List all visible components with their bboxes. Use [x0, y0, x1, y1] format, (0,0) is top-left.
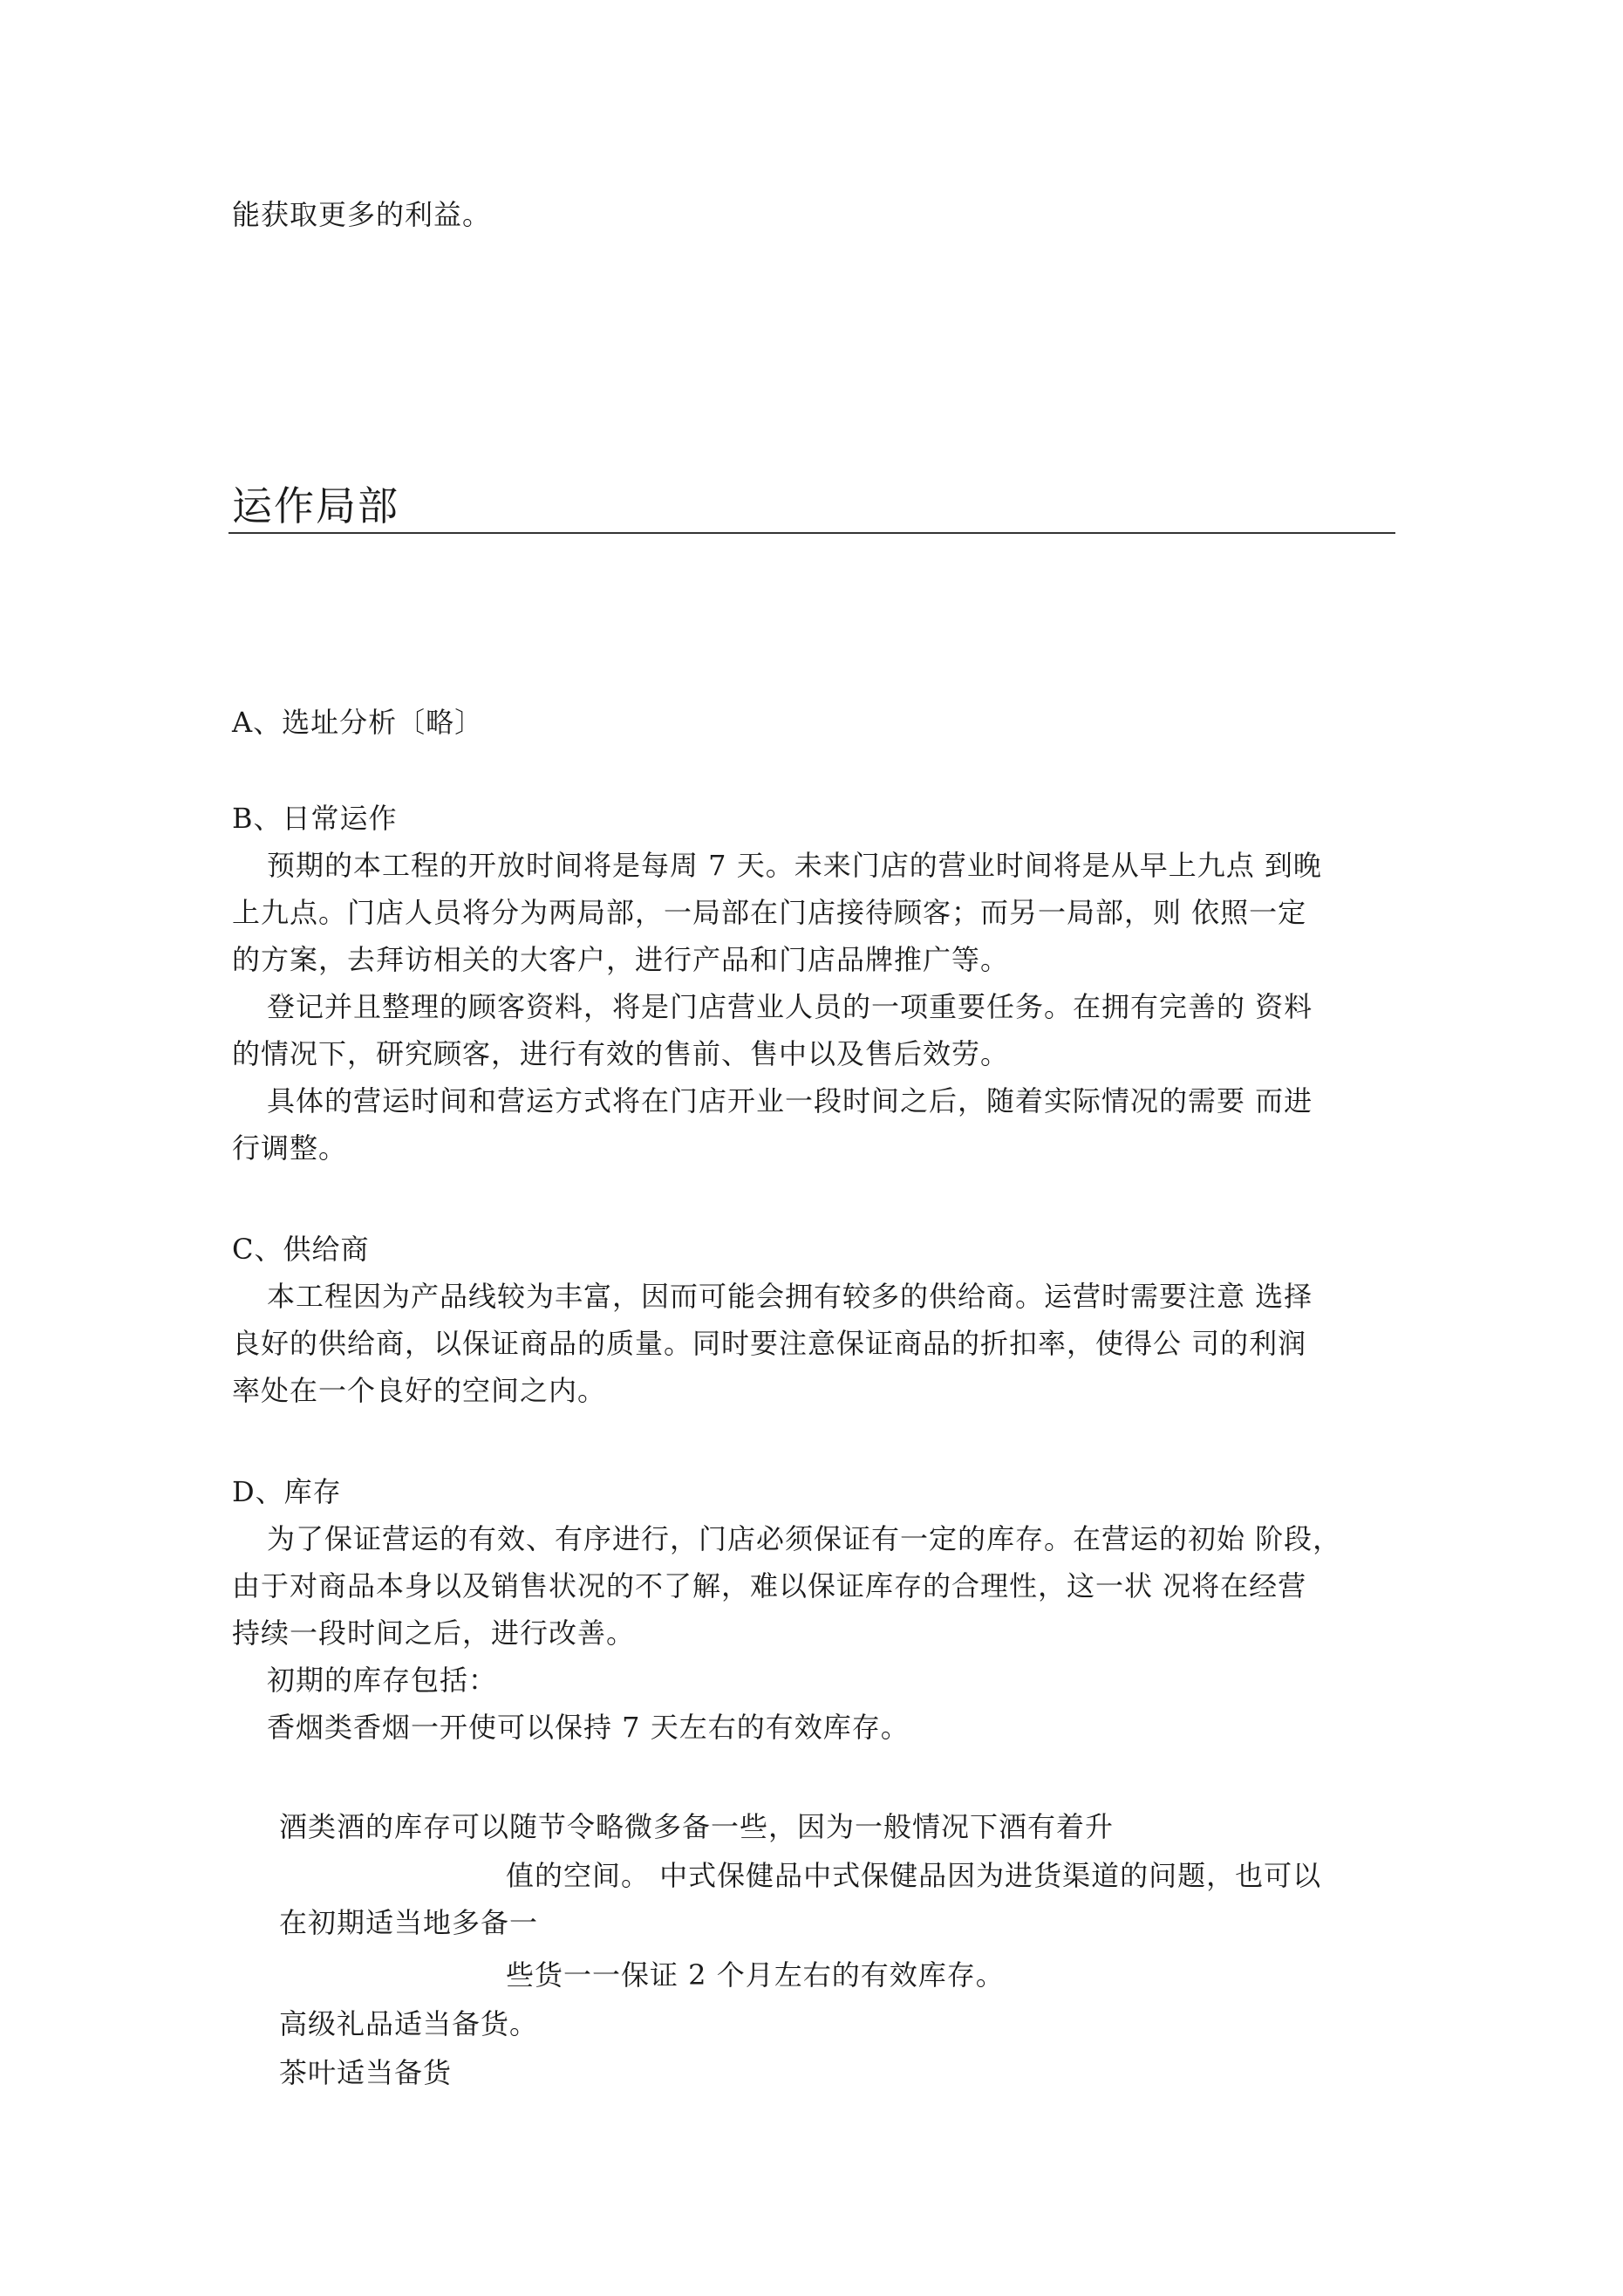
heading-d: D、库存	[232, 1475, 342, 1508]
paragraph-line: 为了保证营运的有效、有序进行，门店必须保证有一定的库存。在营运的初始 阶段，	[267, 1522, 1342, 1555]
section-title: 运作局部	[232, 482, 399, 530]
paragraph-line: 登记并且整理的顾客资料，将是门店营业人员的一项重要任务。在拥有完善的 资料	[267, 990, 1313, 1023]
intro-text-line: 能获取更多的利益。	[232, 198, 492, 231]
section-divider	[228, 532, 1395, 534]
heading-c: C、供给商	[232, 1233, 370, 1266]
heading-b: B、日常运作	[232, 802, 398, 835]
paragraph-line: 预期的本工程的开放时间将是每周 7 天。未来门店的营业时间将是从早上九点 到晚	[267, 849, 1322, 882]
paragraph-line: 由于对商品本身以及销售状况的不了解，难以保证库存的合理性，这一状 况将在经营	[232, 1569, 1307, 1602]
paragraph-line: 的方案，去拜访相关的大客户，进行产品和门店品牌推广等。	[232, 943, 1010, 976]
inventory-list-line: 茶叶适当备货	[279, 2056, 453, 2089]
paragraph-line: 香烟类香烟一开使可以保持 7 天左右的有效库存。	[267, 1711, 910, 1744]
paragraph-line: 的情况下，研究顾客，进行有效的售前、售中以及售后效劳。	[232, 1037, 1010, 1070]
inventory-list-line: 酒类酒的库存可以随节令略微多备一些，因为一般情况下酒有着升	[279, 1810, 1115, 1843]
paragraph-line: 具体的营运时间和营运方式将在门店开业一段时间之后，随着实际情况的需要 而进	[267, 1084, 1313, 1117]
paragraph-line: 行调整。	[232, 1131, 348, 1165]
paragraph-line: 初期的库存包括：	[267, 1664, 498, 1697]
heading-a: A、选址分析〔略〕	[232, 706, 484, 739]
inventory-list-line: 高级礼品适当备货。	[279, 2007, 539, 2040]
paragraph-line: 率处在一个良好的空间之内。	[232, 1374, 607, 1407]
inventory-list-line: 些货一一保证 2 个月左右的有效库存。	[506, 1958, 1005, 1992]
paragraph-line: 本工程因为产品线较为丰富，因而可能会拥有较多的供给商。运营时需要注意 选择	[267, 1280, 1313, 1313]
paragraph-line: 上九点。门店人员将分为两局部，一局部在门店接待顾客；而另一局部，则 依照一定	[232, 896, 1307, 929]
paragraph-line: 持续一段时间之后，进行改善。	[232, 1616, 636, 1650]
inventory-list-line: 值的空间。 中式保健品中式保健品因为进货渠道的问题，也可以	[506, 1859, 1322, 1892]
paragraph-line: 良好的供给商，以保证商品的质量。同时要注意保证商品的折扣率，使得公 司的利润	[232, 1327, 1307, 1360]
inventory-list-line: 在初期适当地多备一	[279, 1906, 539, 1939]
